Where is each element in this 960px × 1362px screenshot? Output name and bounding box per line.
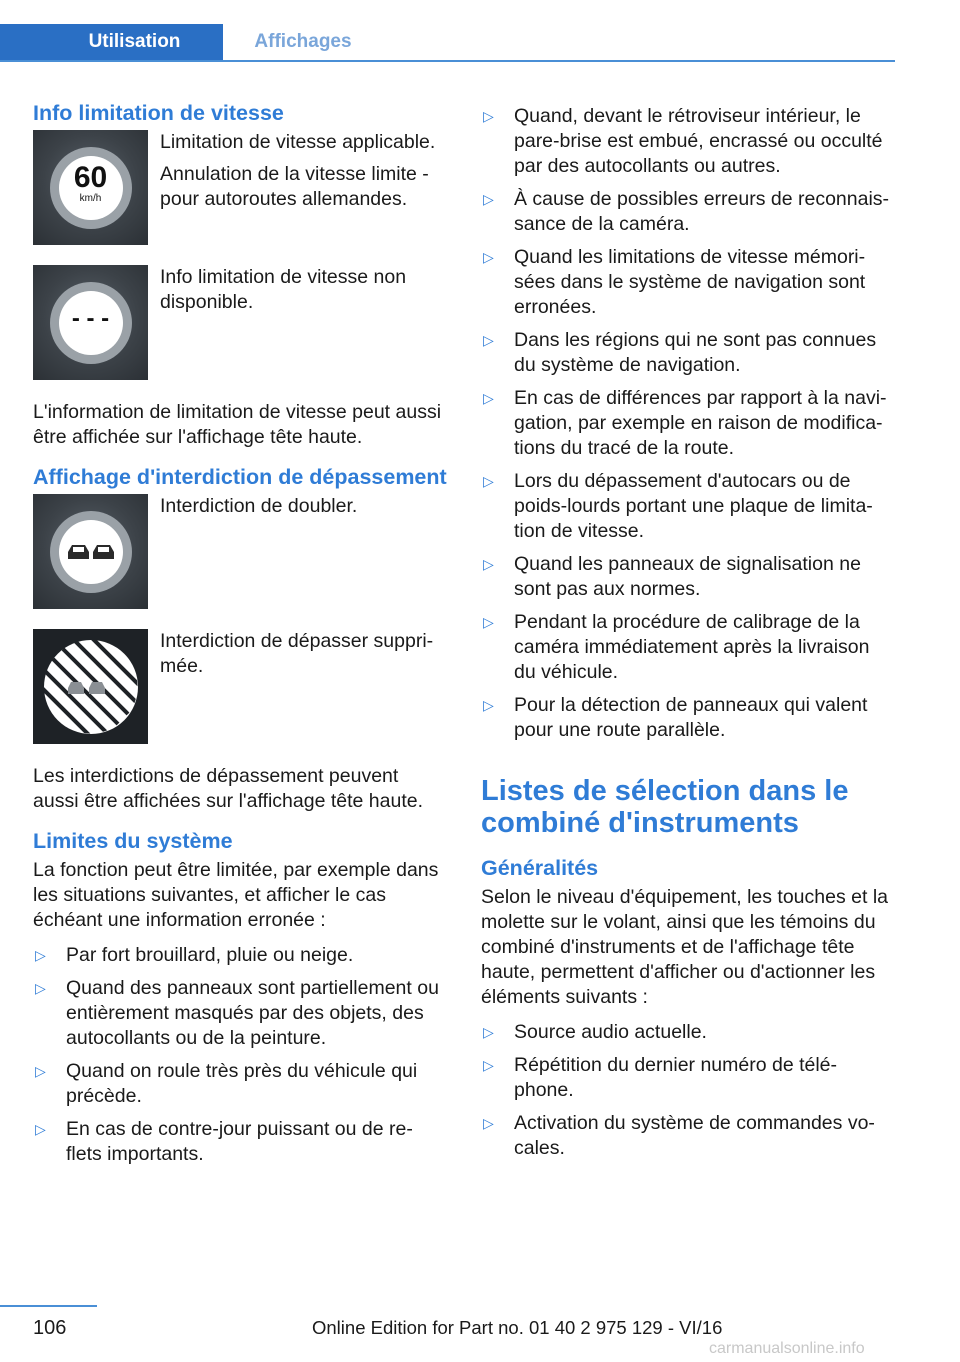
speed-info-unavailable-sign-icon	[33, 265, 148, 380]
list-item: ▷ À cause de possibles erreurs de reconnais‐ sance de la caméra.	[483, 188, 890, 235]
system-limits-intro: La fonction peut être limitée, par exemple dans les situations suivantes, et afficher le cas échéant une information erronée :	[33, 859, 439, 931]
bullet-triangle-icon: ▷	[35, 980, 46, 996]
no-overtaking-sign-icon	[33, 494, 148, 609]
hud-overtaking-paragraph: Les interdictions de dépassement peuvent aussi être affichées sur l'affichage tête haute.	[33, 765, 423, 812]
list-item: ▷ En cas de différences par rapport à la navi‐ gation, par exemple en raison de modifica‐ tions du tracé de la route.	[483, 387, 887, 459]
bullet-triangle-icon: ▷	[483, 473, 494, 489]
list-item: ▷ Source audio actuelle.	[483, 1021, 707, 1043]
right-bullet-list	[481, 104, 896, 743]
bullet-triangle-icon: ▷	[483, 614, 494, 630]
footer-rule	[0, 1305, 97, 1307]
right-bullet-list-2	[481, 1020, 896, 1161]
bullet-triangle-icon: ▷	[483, 390, 494, 406]
left-column	[33, 100, 448, 1177]
no-info-caption: Info limitation de vitesse non disponible.	[160, 266, 407, 313]
bullet-triangle-icon: ▷	[483, 1057, 494, 1073]
bullet-triangle-icon: ▷	[483, 556, 494, 572]
list-item: ▷ Quand les panneaux de signalisation ne sont pas aux normes.	[483, 553, 861, 600]
list-item: ▷ Quand des panneaux sont partiellement ou entièrement masqués par des objets, des autocollants ou de la peinture.	[35, 977, 439, 1049]
list-item: ▷ Quand, devant le rétroviseur intérieur, le pare-brise est embué, encrassé ou occulté par des autocollants ou autres.	[483, 105, 883, 177]
no-overtaking-caption: Interdiction de doubler.	[160, 495, 358, 517]
section-title-no-overtaking: Affichage d'interdiction de dépassement	[33, 465, 447, 489]
bullet-triangle-icon: ▷	[483, 1024, 494, 1040]
list-item: ▷ Dans les régions qui ne sont pas connues du système de navigation.	[483, 329, 877, 376]
bullet-triangle-icon: ▷	[483, 1115, 494, 1131]
header-bar	[0, 24, 895, 62]
list-item: ▷ Par fort brouillard, pluie ou neige.	[35, 944, 354, 966]
hud-speed-paragraph: L'information de limitation de vitesse peut aussi être affichée sur l'affichage tête haute.	[33, 401, 442, 448]
bullet-triangle-icon: ▷	[35, 947, 46, 963]
list-item: ▷ Pour la détection de panneaux qui valent pour une route parallèle.	[483, 694, 868, 741]
sign-row-end-no-overtaking	[33, 629, 448, 744]
list-item: ▷ Répétition du dernier numéro de télé‐ phone.	[483, 1054, 838, 1101]
section-title-selection-lists: Listes de sélection dans le combiné d'instruments	[481, 775, 849, 839]
end-no-overtaking-sign-icon	[33, 629, 148, 744]
bullet-triangle-icon: ▷	[35, 1063, 46, 1079]
bullet-triangle-icon: ▷	[483, 697, 494, 713]
sign-row-no-info	[33, 265, 448, 380]
list-item: ▷ Pendant la procédure de calibrage de la caméra immédiatement après la livraison du véhicule.	[483, 611, 870, 683]
end-no-overtaking-caption: Interdiction de dépasser suppri‐ mée.	[160, 630, 434, 677]
sign-row-speed-limit	[33, 130, 448, 245]
section-title-general: Généralités	[481, 856, 599, 880]
list-item: ▷ En cas de contre-jour puissant ou de re‐ flets importants.	[35, 1118, 413, 1165]
tab-utilisation[interactable]: Utilisation	[0, 24, 223, 60]
edition-line: Online Edition for Part no. 01 40 2 975 129 - VI/16	[312, 1317, 723, 1338]
bullet-triangle-icon: ▷	[483, 249, 494, 265]
bullet-triangle-icon: ▷	[35, 1121, 46, 1137]
speed-limit-60-sign-icon	[33, 130, 148, 245]
list-item: ▷ Lors du dépassement d'autocars ou de poids-lourds portant une plaque de limita‐ tion de vitesse.	[483, 470, 873, 542]
list-item: ▷ Quand on roule très près du véhicule qui précède.	[35, 1060, 418, 1107]
bullet-triangle-icon: ▷	[483, 108, 494, 124]
no-info-dashes: - - -	[71, 305, 110, 332]
section-title-system-limits: Limites du système	[33, 829, 233, 853]
speed-limit-unit: km/h	[79, 193, 102, 204]
tab-affichages[interactable]: Affichages	[223, 24, 383, 60]
bullet-triangle-icon: ▷	[483, 332, 494, 348]
left-bullet-list	[33, 943, 448, 1167]
list-item: ▷ Activation du système de commandes vo‐ cales.	[483, 1112, 875, 1159]
speed-limit-value: 60	[73, 161, 108, 194]
list-item: ▷ Quand les limitations de vitesse mémori‐ sées dans le système de navigation sont erronées.	[483, 246, 866, 318]
sign-row-no-overtaking	[33, 494, 448, 609]
bullet-triangle-icon: ▷	[483, 191, 494, 207]
speed-limit-caption-2: Annulation de la vitesse limite - pour autoroutes allemandes.	[160, 163, 429, 210]
speed-limit-caption-1: Limitation de vitesse applicable.	[160, 131, 436, 153]
watermark: carmanualsonline.info	[709, 1340, 865, 1357]
section-title-speed-limit-info: Info limitation de vitesse	[33, 101, 284, 125]
general-paragraph: Selon le niveau d'équipement, les touches et la molette sur le volant, ainsi que les témoins du combiné d'instruments et de l'affichage tête haute, permettent d'afficher ou d'actionner les éléments suivants :	[481, 886, 888, 1008]
right-column	[481, 104, 896, 1171]
page-number: 106	[33, 1317, 67, 1339]
